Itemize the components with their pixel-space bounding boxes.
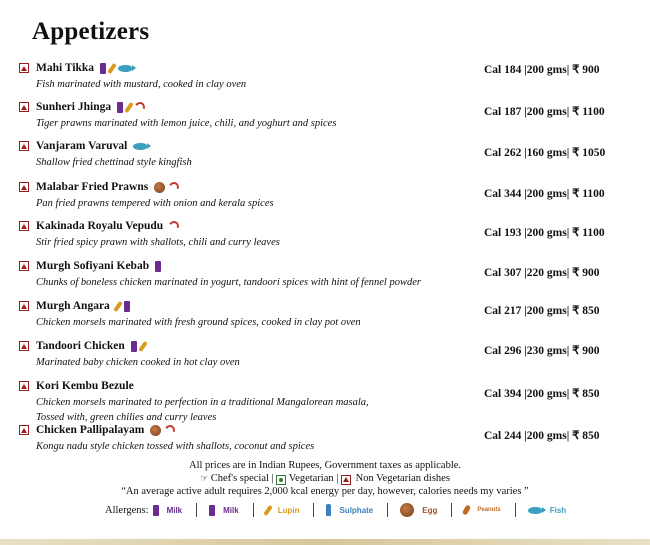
nonveg-icon — [19, 261, 29, 271]
item-description: Chicken morsels marinated with fresh ground spices, cooked in clay pot oven — [36, 317, 361, 328]
allergen-item — [326, 504, 373, 516]
peanut-icon — [462, 504, 471, 515]
item-description: Kongu nadu style chicken tossed with shallots, coconut and spices — [36, 441, 315, 452]
lupin-icon — [113, 300, 123, 311]
nonveg-label: Non Vegetarian dishes — [355, 473, 450, 484]
allergen-item — [464, 505, 500, 515]
allergen-label: Fish — [549, 505, 567, 515]
prices-note: All prices are in Indian Rupees, Government taxes as applicable. — [188, 460, 462, 471]
item-calories-price: Cal 244 |200 gms| ₹ 850 — [484, 430, 600, 442]
milk-icon — [117, 102, 123, 113]
allergen-label: Sulphate — [339, 505, 374, 515]
item-description: Chicken morsels marinated to perfection in a traditional Mangalorean masala, Tossed with, green chilies and curry leaves — [36, 397, 369, 423]
item-calories-price: Cal 296 |230 gms| ₹ 900 — [484, 345, 600, 357]
egg-icon — [150, 425, 161, 436]
item-description: Stir fried spicy prawn with shallots, chili and curry leaves — [36, 237, 280, 248]
item-description: Fish marinated with mustard, cooked in clay oven — [36, 79, 247, 90]
allergen-label: Peanuts — [477, 507, 501, 513]
allergen-separator — [515, 503, 516, 517]
item-calories-price: Cal 187 |200 gms| ₹ 1100 — [484, 106, 605, 118]
item-calories-price: Cal 394 |200 gms| ₹ 850 — [484, 388, 600, 400]
sulphate-icon — [326, 504, 331, 516]
lupin-icon — [138, 340, 148, 351]
allergen-item — [528, 506, 566, 515]
milk-icon — [124, 301, 130, 312]
prawn-icon — [134, 101, 147, 114]
allergen-item — [400, 503, 437, 517]
milk-icon — [153, 505, 159, 516]
item-calories-price: Cal 344 |200 gms| ₹ 1100 — [484, 188, 605, 200]
item-name: Mahi Tikka — [36, 62, 95, 74]
allergen-separator — [253, 503, 254, 517]
egg-icon — [154, 182, 165, 193]
lupin-icon — [107, 62, 117, 73]
egg-icon — [400, 503, 414, 517]
allergen-separator — [451, 503, 452, 517]
item-name: Kakinada Royalu Vepudu — [36, 220, 164, 232]
item-calories-price: Cal 193 |200 gms| ₹ 1100 — [484, 227, 605, 239]
allergen-label: Lupin — [277, 505, 300, 515]
legend-line: ☞ Chef's special | Vegetarian | Non Vegetarian dishes — [200, 473, 450, 484]
item-name: Chicken Pallipalayam — [36, 424, 145, 436]
item-name: Tandoori Chicken — [36, 340, 125, 352]
prawn-icon — [164, 424, 177, 437]
nonveg-icon — [19, 301, 29, 311]
allergen-label: Egg — [422, 505, 438, 515]
fish-icon — [118, 65, 132, 72]
nonveg-icon — [19, 102, 29, 112]
item-name: Sunheri Jhinga — [36, 101, 112, 113]
item-name: Murgh Angara — [36, 300, 110, 312]
nonveg-icon — [19, 381, 29, 391]
fish-icon — [528, 507, 542, 514]
item-description: Chunks of boneless chicken marinated in yogurt, tandoori spices with hint of fennel powder — [36, 277, 421, 288]
bottom-border — [0, 539, 650, 545]
nonveg-icon — [19, 425, 29, 435]
item-description: Shallow fried chettinad style kingfish — [36, 157, 192, 168]
chef-special-icon: ☞ — [200, 473, 209, 483]
item-description: Pan fried prawns tempered with onion and kerala spices — [36, 198, 274, 209]
calorie-note: “An average active adult requires 2,000 kcal energy per day, however, calories needs my varies ” — [121, 486, 529, 497]
nonveg-icon — [341, 475, 351, 485]
item-calories-price: Cal 184 |200 gms| ₹ 900 — [484, 64, 600, 76]
milk-icon — [209, 505, 215, 516]
item-name: Vanjaram Varuval — [36, 140, 128, 152]
allergens-list — [153, 503, 581, 517]
prawn-icon — [168, 181, 181, 194]
allergen-item — [153, 505, 183, 516]
allergen-separator — [196, 503, 197, 517]
prawn-icon — [168, 220, 181, 233]
item-name: Murgh Sofiyani Kebab — [36, 260, 150, 272]
allergen-item — [209, 505, 239, 516]
item-name: Kori Kembu Bezule — [36, 380, 134, 392]
nonveg-icon — [19, 141, 29, 151]
allergens-label: Allergens: — [105, 504, 149, 516]
allergen-label: Milk — [166, 505, 183, 515]
milk-icon — [131, 341, 137, 352]
nonveg-icon — [19, 63, 29, 73]
veg-icon — [276, 475, 286, 485]
nonveg-icon — [19, 182, 29, 192]
veg-label: Vegetarian — [288, 473, 334, 484]
milk-icon — [155, 261, 161, 272]
item-calories-price: Cal 217 |200 gms| ₹ 850 — [484, 305, 600, 317]
allergen-separator — [387, 503, 388, 517]
fish-icon — [133, 143, 147, 150]
item-description: Marinated baby chicken cooked in hot clay oven — [36, 357, 240, 368]
lupin-icon — [263, 504, 273, 515]
allergen-label: Milk — [223, 505, 239, 515]
item-name: Malabar Fried Prawns — [36, 181, 149, 193]
chef-special-label: Chef's special — [210, 473, 269, 484]
item-calories-price: Cal 307 |220 gms| ₹ 900 — [484, 267, 600, 279]
lupin-icon — [124, 101, 134, 112]
allergen-item — [266, 505, 300, 516]
item-description: Tiger prawns marinated with lemon juice, chili, and yoghurt and spices — [36, 118, 337, 129]
allergen-separator — [313, 503, 314, 517]
milk-icon — [100, 63, 106, 74]
item-calories-price: Cal 262 |160 gms| ₹ 1050 — [484, 147, 606, 159]
nonveg-icon — [19, 341, 29, 351]
nonveg-icon — [19, 221, 29, 231]
allergens-legend — [105, 503, 580, 517]
section-title: Appetizers — [32, 18, 150, 45]
